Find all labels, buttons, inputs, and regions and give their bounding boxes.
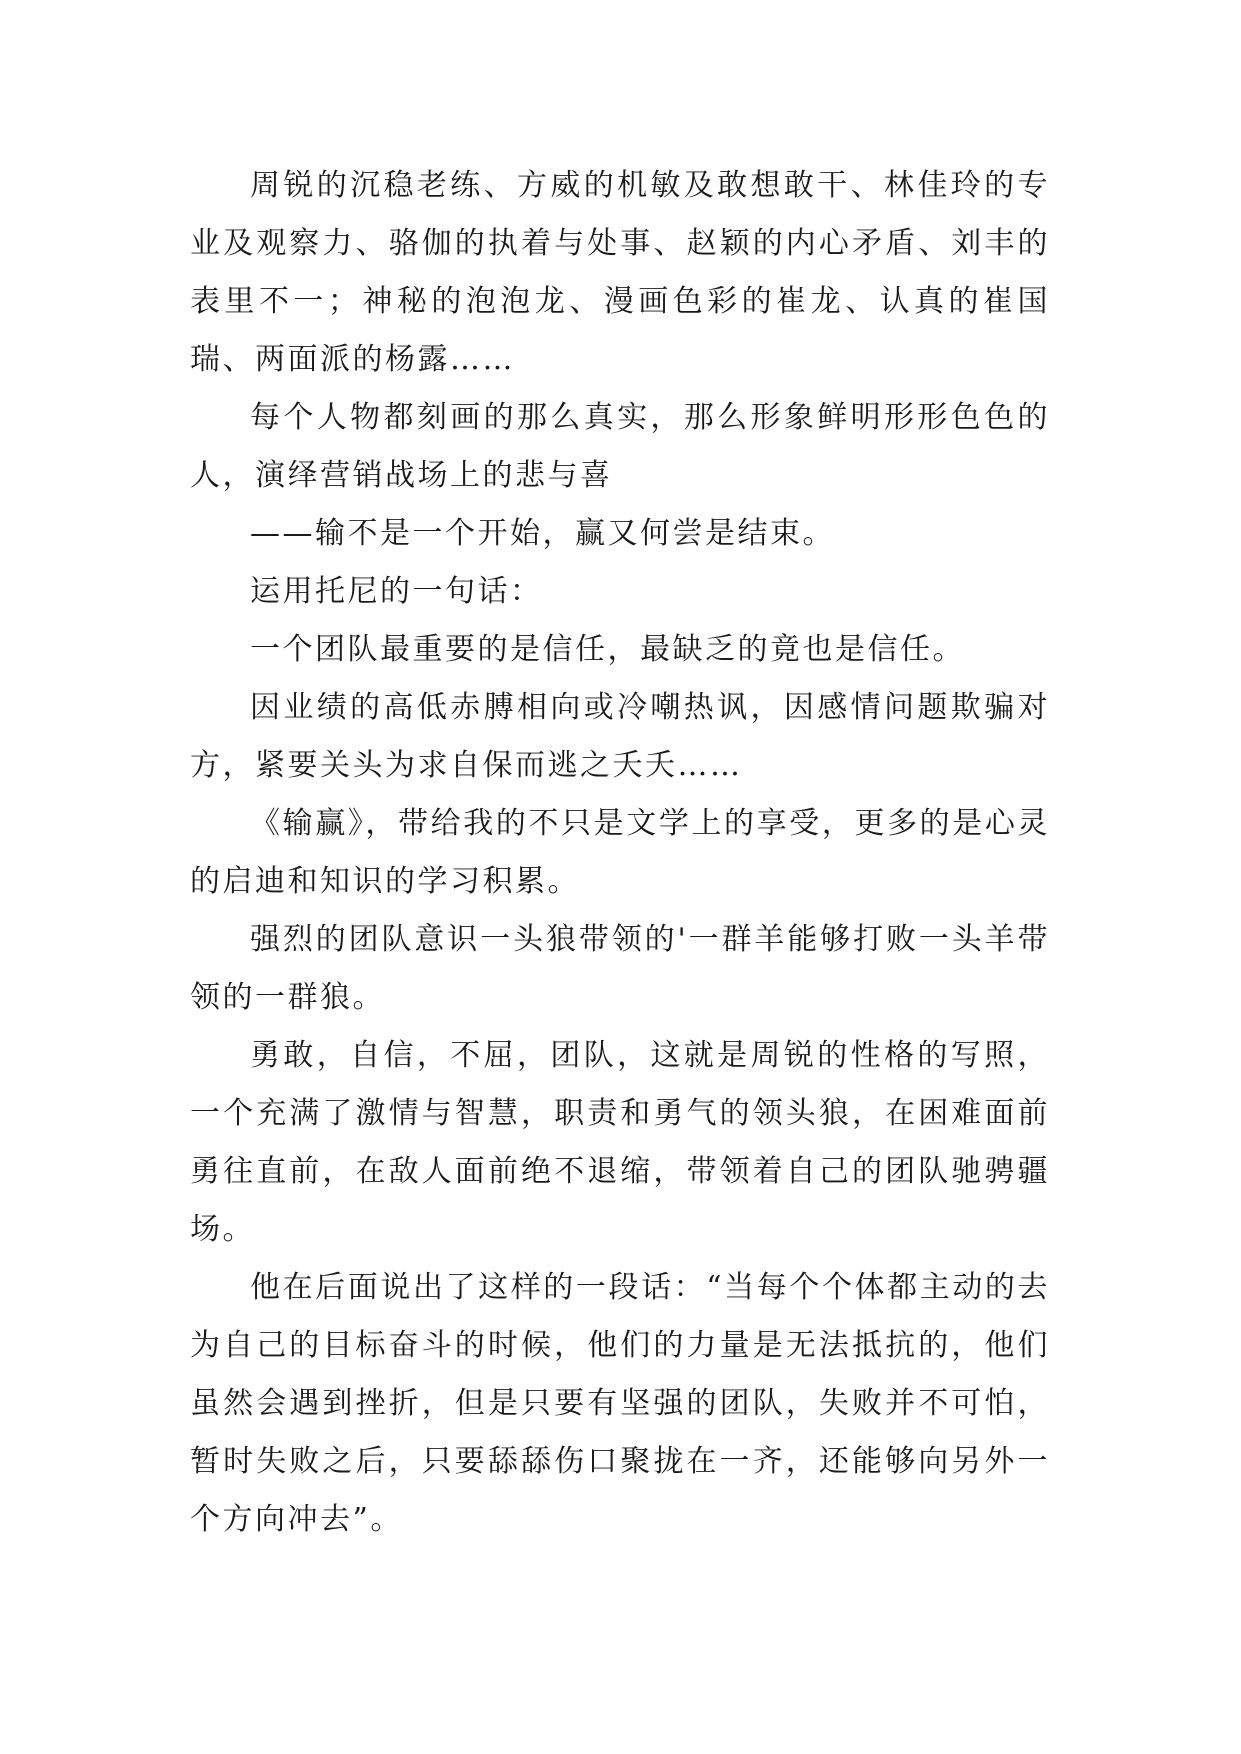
document-body	[190, 157, 1050, 1549]
paragraph-tony-quote-intro: 运用托尼的一句话：	[250, 574, 543, 609]
paragraph-characters: 周锐的沉稳老练、方威的机敏及敢想敢干、林佳玲的专业及观察力、骆伽的执着与处事、赵颖的内心矛盾、刘丰的表里不一；神秘的泡泡龙、漫画色彩的崔龙、认真的崔国瑞、两面派的杨露……	[190, 168, 1050, 377]
paragraph-portrayal: 每个人物都刻画的那么真实，那么形象鲜明形形色色的人，演绎营销战场上的悲与喜	[190, 400, 1050, 493]
paragraph-team-wolf: 强烈的团队意识一头狼带领的'一群羊能够打败一头羊带领的一群狼。	[190, 922, 1050, 1015]
paragraph-win-lose: ——输不是一个开始，赢又何尝是结束。	[250, 516, 835, 551]
paragraph-book-reflection: 《输赢》，带给我的不只是文学上的享受，更多的是心灵的启迪和知识的学习积累。	[190, 806, 1050, 899]
paragraph-zhou-rui: 勇敢，自信，不屈，团队，这就是周锐的性格的写照，一个充满了激情与智慧，职责和勇气的领头狼，在困难面前勇往直前，在敌人面前绝不退缩，带领着自己的团队驰骋疆场。	[190, 1038, 1050, 1247]
paragraph-conflict: 因业绩的高低赤膊相向或冷嘲热讽，因感情问题欺骗对方，紧要关头为求自保而逃之夭夭……	[190, 690, 1050, 783]
paragraph-closing-quote: 他在后面说出了这样的一段话：“当每个个体都主动的去为自己的目标奋斗的时候，他们的力量是无法抵抗的，他们虽然会遇到挫折，但是只要有坚强的团队，失败并不可怕，暂时失败之后，只要舔舔伤口聚拢在一齐，还能够向另外一个方向冲去”。	[190, 1270, 1050, 1537]
paragraph-trust: 一个团队最重要的是信任，最缺乏的竟也是信任。	[250, 632, 965, 667]
